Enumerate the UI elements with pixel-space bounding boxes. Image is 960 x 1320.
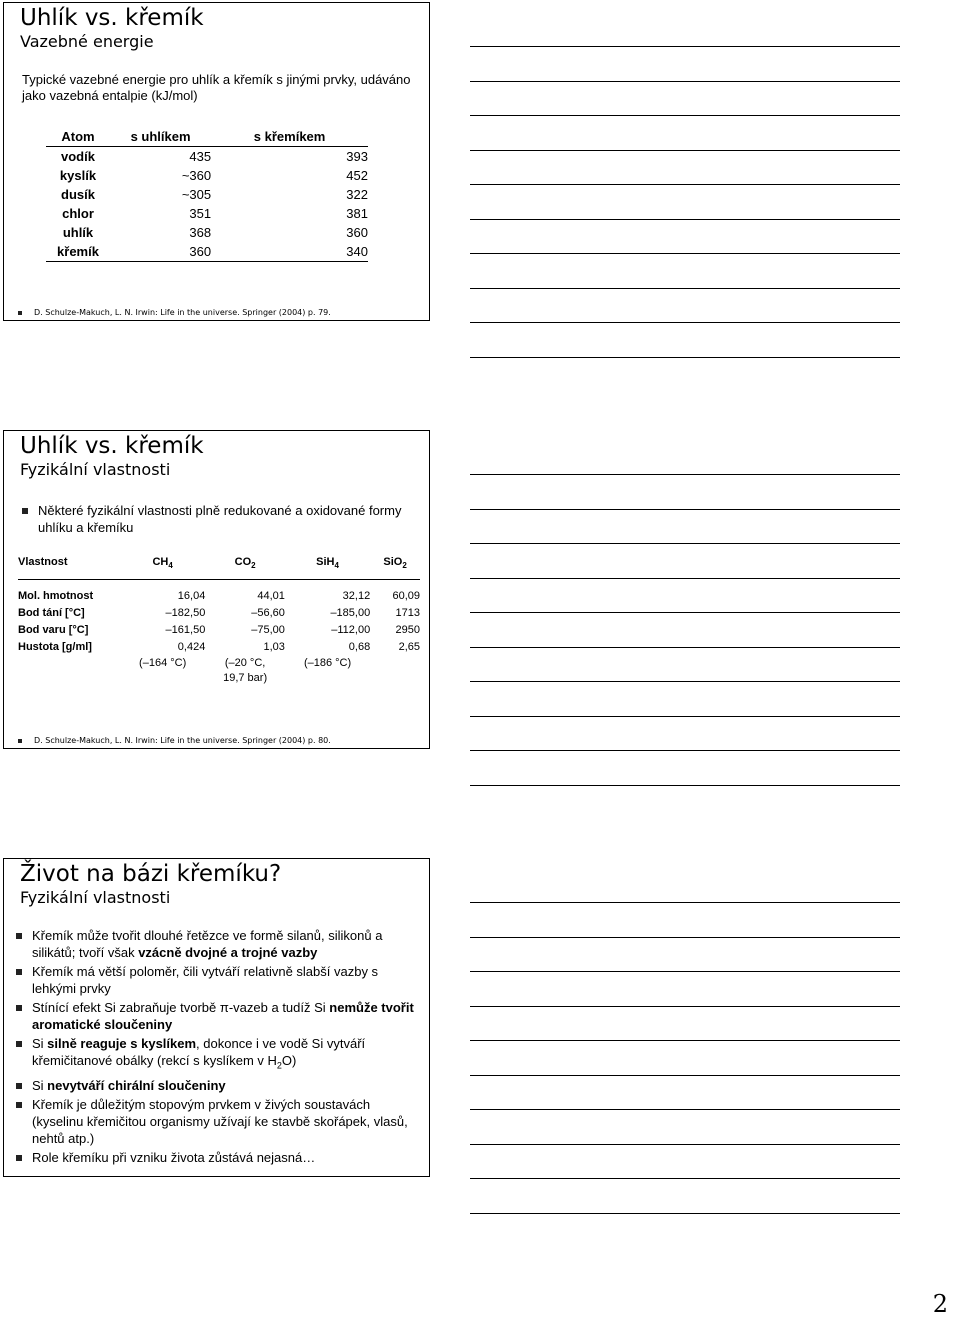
note-rule-line — [470, 1075, 900, 1076]
spacer-row — [18, 580, 420, 589]
value-cell: 16,04 — [177, 590, 206, 603]
citation-text: D. Schulze-Makuch, L. N. Irwin: Life in the universe. Springer (2004) p. 80. — [34, 736, 331, 745]
atom-cell: uhlík — [62, 225, 94, 240]
item-text: , dokonce i ve vodě Si vytváří křemičitanové obálky (rekcí s kyslíkem v H — [32, 1036, 366, 1068]
value-cell: 44,01 — [257, 590, 285, 603]
value-cell: 351 — [189, 206, 212, 221]
note-rule-line — [470, 322, 900, 323]
bullet-icon — [18, 311, 22, 315]
bullet-icon — [16, 969, 22, 975]
value-cell: 360 — [346, 225, 368, 240]
note-rule-line — [470, 509, 900, 510]
note-line: (–20 °C, — [224, 657, 266, 670]
list-item — [16, 1096, 421, 1147]
atom-cell: chlor — [62, 206, 94, 221]
value-cell: –182,50 — [165, 607, 206, 620]
note-rule-line — [470, 253, 900, 254]
table-header-row — [46, 127, 368, 147]
formula-subscript: 2 — [402, 561, 407, 571]
item-text-bold: nemůže tvořit aromatické sloučeniny — [32, 1000, 414, 1032]
table-row — [46, 185, 368, 204]
value-cell: –185,00 — [330, 607, 371, 620]
note-rule-line — [470, 971, 900, 972]
column-header — [205, 549, 285, 580]
slide-footer — [18, 736, 331, 746]
note-rule-line — [470, 81, 900, 82]
bond-energy-table — [46, 127, 368, 262]
value-cell: –75,00 — [251, 624, 285, 637]
bullet-icon — [16, 1102, 22, 1108]
value-cell: 60,09 — [392, 590, 420, 603]
bullet-icon — [16, 933, 22, 939]
slide-subtitle: Fyzikální vlastnosti — [20, 888, 171, 907]
note-cell — [205, 656, 285, 686]
value-cell: 2950 — [395, 624, 420, 637]
column-header: Vlastnost — [18, 549, 120, 580]
intro-text: Některé fyzikální vlastnosti plně redukované a oxidované formy uhlíku a křemíku — [38, 503, 402, 535]
formula-subscript: 4 — [334, 561, 339, 571]
table-row — [18, 622, 420, 639]
value-cell: –56,60 — [251, 607, 285, 620]
atom-cell: dusík — [61, 187, 95, 202]
note-rule-line — [470, 1109, 900, 1110]
note-rule-line — [470, 115, 900, 116]
table-row — [18, 656, 420, 686]
atom-cell: vodík — [61, 149, 95, 164]
note-rule-line — [470, 1144, 900, 1145]
note-line: 19,7 bar) — [223, 672, 268, 685]
note-rule-line — [470, 681, 900, 682]
item-text: Křemík má větší poloměr, čili vytváří relativně slabší vazby s lehkými prvky — [32, 964, 379, 996]
note-rule-line — [470, 1178, 900, 1179]
table-row — [18, 588, 420, 605]
column-header: s křemíkem — [211, 127, 368, 147]
table-header-row — [18, 549, 420, 580]
item-text: Si — [32, 1077, 48, 1093]
note-rule-line — [470, 184, 900, 185]
note-rule-line — [470, 1213, 900, 1214]
note-rule-line — [470, 1006, 900, 1007]
note-rule-line — [470, 219, 900, 220]
table-row — [46, 223, 368, 242]
note-rule-line — [470, 578, 900, 579]
item-text: Si — [32, 1036, 48, 1051]
value-cell: 360 — [110, 242, 211, 262]
formula: CH — [152, 556, 169, 568]
value-cell: 393 — [346, 149, 368, 164]
formula-subscript: 4 — [168, 561, 173, 571]
item-text: Křemík může tvořit dlouhé řetězce ve formě silanů, silikonů a silikátů; tvoří však — [32, 928, 383, 960]
column-header: s uhlíkem — [110, 127, 211, 147]
note-cell: (–186 °C) — [303, 657, 352, 670]
table-row — [46, 242, 368, 262]
formula-subscript: 2 — [251, 561, 256, 571]
column-header — [285, 549, 370, 580]
note-rule-line — [470, 902, 900, 903]
item-text: Role křemíku při vzniku života zůstává nejasná… — [32, 1149, 316, 1165]
note-cell: (–164 °C) — [139, 657, 187, 670]
value-cell: –161,50 — [165, 624, 206, 637]
note-rule-line — [470, 474, 900, 475]
item-text-bold: vzácně dvojné a trojné vazby — [138, 945, 318, 960]
note-rule-line — [470, 716, 900, 717]
table-row — [46, 166, 368, 185]
bullet-icon — [16, 1005, 22, 1011]
table-row — [46, 147, 368, 167]
value-cell: 435 — [189, 149, 212, 164]
bullet-icon — [16, 1083, 22, 1089]
table-row — [18, 639, 420, 656]
value-cell: –112,00 — [331, 624, 371, 637]
slide-intro: Typické vazebné energie pro uhlík a křemík s jinými prvky, udáváno jako vazebná entalpie (kJ/mol) — [22, 72, 411, 103]
item-text: Stínící efekt Si zabraňuje tvorbě π-vazeb a tudíž Si — [32, 1000, 330, 1015]
item-text: O) — [281, 1053, 297, 1068]
column-header — [120, 549, 205, 580]
value-cell: 368 — [189, 225, 212, 240]
slide-subtitle: Fyzikální vlastnosti — [20, 460, 171, 479]
note-rule-line — [470, 1040, 900, 1041]
value-cell: 0,68 — [348, 641, 371, 654]
slide-subtitle: Vazebné energie — [20, 32, 154, 51]
formula-subscript: 2 — [276, 1060, 282, 1071]
table-row — [18, 605, 420, 622]
table-row — [46, 204, 368, 223]
atom-cell: křemík — [46, 242, 110, 262]
formula: CO — [234, 556, 252, 568]
list-item — [16, 999, 421, 1033]
page-number: 2 — [932, 1290, 948, 1318]
property-label: Hustota [g/ml] — [18, 641, 92, 654]
note-rule-line — [470, 357, 900, 358]
value-cell: 381 — [346, 206, 368, 221]
slide-footer — [18, 308, 331, 318]
slide-title: Uhlík vs. křemík — [20, 433, 204, 459]
note-rule-line — [470, 937, 900, 938]
bullet-icon — [18, 739, 22, 743]
citation-text: D. Schulze-Makuch, L. N. Irwin: Life in the universe. Springer (2004) p. 79. — [34, 308, 331, 317]
value-cell: 1713 — [395, 607, 420, 620]
property-label: Bod varu [°C] — [18, 624, 89, 637]
value-cell: 0,424 — [177, 641, 206, 654]
value-cell: 2,65 — [398, 641, 420, 654]
note-rule-line — [470, 612, 900, 613]
bullet-icon — [16, 1041, 22, 1047]
list-item — [16, 1149, 421, 1166]
note-rule-line — [470, 46, 900, 47]
bullet-icon — [22, 508, 28, 514]
slide-3 — [3, 858, 430, 1177]
value-cell: 452 — [346, 168, 368, 183]
value-cell: 322 — [346, 187, 368, 202]
note-rule-line — [470, 543, 900, 544]
value-cell: 1,03 — [263, 641, 285, 654]
properties-table — [18, 549, 420, 686]
slide-2 — [3, 430, 430, 749]
slide-1 — [3, 2, 430, 321]
property-label: Mol. hmotnost — [18, 590, 94, 603]
list-item — [16, 1035, 421, 1075]
value-cell: ~305 — [181, 187, 212, 202]
formula: SiO — [383, 556, 403, 568]
note-rule-line — [470, 647, 900, 648]
slide-title: Život na bázi křemíku? — [20, 861, 282, 887]
item-text-bold: silně reaguje s kyslíkem — [47, 1036, 197, 1051]
value-cell: 32,12 — [342, 590, 371, 603]
item-text-bold: nevytváří chirální sloučeniny — [47, 1077, 226, 1093]
slide-title: Uhlík vs. křemík — [20, 5, 204, 31]
note-rule-line — [470, 288, 900, 289]
note-rule-line — [470, 785, 900, 786]
list-item — [16, 927, 421, 961]
atom-cell: kyslík — [59, 168, 97, 183]
column-header — [370, 549, 420, 580]
bullet-icon — [16, 1155, 22, 1161]
note-rule-line — [470, 750, 900, 751]
property-label: Bod tání [°C] — [18, 607, 85, 620]
list-item — [16, 963, 421, 997]
column-header: Atom — [46, 127, 110, 147]
item-text: Křemík je důležitým stopovým prvkem v živých soustavách (kyselinu křemičitou organismy užívají ke stavbě skořápek, vlasů, nehtů atp.) — [32, 1096, 408, 1146]
note-rule-line — [470, 150, 900, 151]
value-cell: ~360 — [181, 168, 212, 183]
bullet-list — [16, 927, 421, 1168]
formula: SiH — [316, 556, 335, 568]
value-cell: 340 — [211, 242, 368, 262]
list-item — [16, 1077, 421, 1094]
